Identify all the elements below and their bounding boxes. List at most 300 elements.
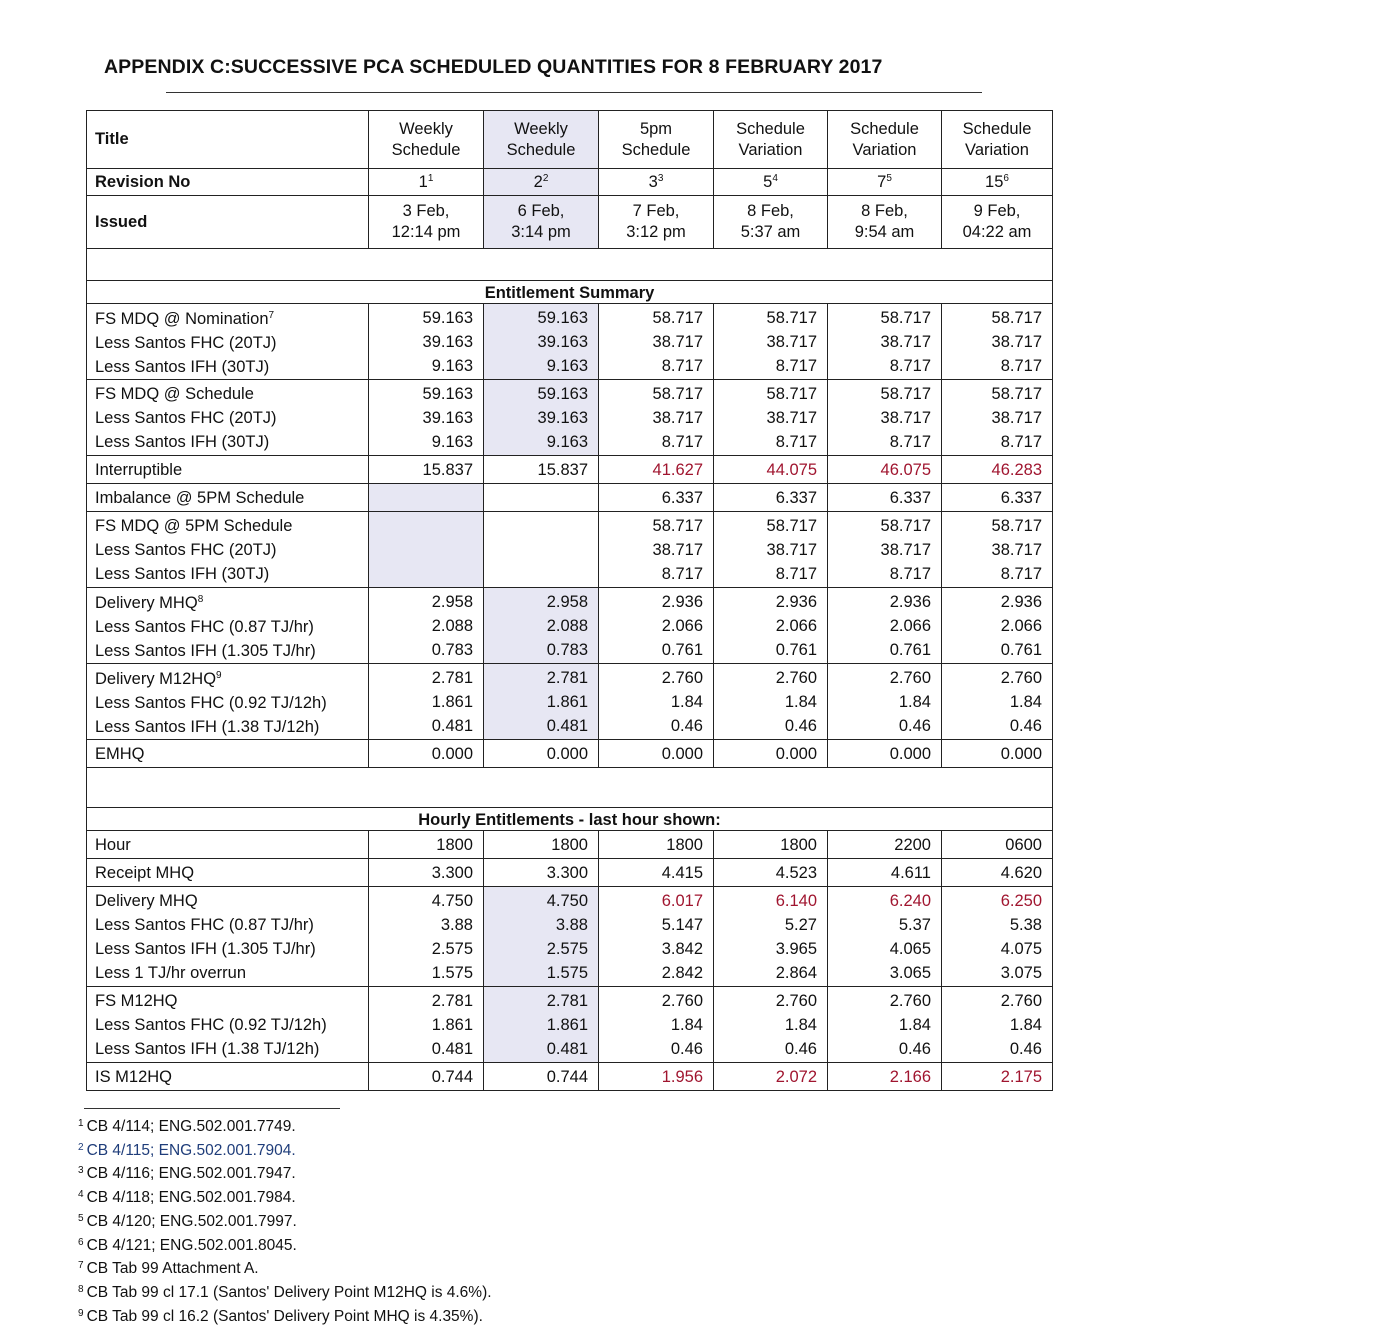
- value-cell: [942, 484, 1053, 512]
- value-cell: [369, 859, 484, 887]
- cell-value: 0.000: [889, 744, 931, 763]
- cell-value: 38.717: [880, 540, 931, 559]
- row-label-text: Less Santos IFH (30TJ): [95, 432, 270, 451]
- column-title-line2: Schedule: [621, 140, 691, 159]
- footnote-text: CB 4/114; ENG.502.001.7749.: [86, 1118, 296, 1135]
- row-label-cell: [87, 588, 369, 664]
- value-cell: [942, 1063, 1053, 1091]
- cell-value: 2.781: [431, 668, 473, 687]
- footnote-text: CB 4/115; ENG.502.001.7904.: [86, 1141, 296, 1159]
- value-cell: [599, 304, 714, 380]
- revision-value: 5: [763, 172, 773, 191]
- value-cell: [942, 380, 1053, 456]
- revision-value: 7: [877, 172, 887, 191]
- table-row: [87, 740, 1053, 768]
- cell-value: 1.84: [898, 1015, 931, 1034]
- header-issued-row: [87, 196, 1053, 249]
- cell-value: [377, 486, 473, 510]
- cell-value: 0.744: [546, 1067, 588, 1086]
- cell-value: 8.717: [1000, 564, 1042, 583]
- cell-value: 2.760: [889, 668, 931, 687]
- cell-value: 2.760: [889, 991, 931, 1010]
- footnote-ref: 7: [268, 310, 275, 321]
- cell-value: 0.46: [784, 1039, 817, 1058]
- cell-value: 59.163: [537, 384, 588, 403]
- value-cell: [714, 1063, 828, 1091]
- row-label: [95, 588, 360, 615]
- cell-value: 8.717: [775, 432, 817, 451]
- footnote-text: CB Tab 99 cl 17.1 (Santos' Delivery Point M12HQ is 4.6%).: [86, 1283, 492, 1301]
- cell-value: 0.46: [670, 1039, 703, 1058]
- cell-value: 2.175: [1000, 1067, 1042, 1086]
- value-cell: [599, 664, 714, 740]
- cell-value: 59.163: [422, 384, 473, 403]
- revision-footnote-ref: 5: [886, 172, 892, 184]
- cell-value: 4.611: [890, 863, 931, 882]
- row-label-text: Less Santos FHC (0.87 TJ/hr): [95, 915, 314, 934]
- footnote-text: CB 4/121; ENG.502.001.8045.: [86, 1236, 297, 1254]
- row-label: [95, 304, 360, 331]
- cell-value: 2.781: [546, 668, 588, 687]
- cell-value: 1.84: [1009, 692, 1042, 711]
- row-label-cell: [87, 740, 369, 768]
- column-title-line1: Schedule: [962, 119, 1032, 138]
- revision-number: [369, 169, 484, 196]
- cell-value: 41.627: [652, 460, 703, 479]
- cell-value: 38.717: [880, 332, 931, 351]
- section-title-row: [87, 281, 1053, 304]
- row-label: [95, 961, 360, 985]
- row-label-cell: [87, 831, 369, 859]
- cell-value: 38.717: [991, 408, 1042, 427]
- cell-value: 2.760: [775, 991, 817, 1010]
- cell-value: 1.84: [898, 692, 931, 711]
- cell-value: 8.717: [661, 432, 703, 451]
- footnote-ref: 8: [197, 594, 204, 605]
- footnote: [78, 1280, 492, 1304]
- cell-value: 0.761: [1000, 640, 1042, 659]
- footnote: [78, 1304, 492, 1327]
- cell-value: 2.760: [775, 668, 817, 687]
- row-label: [95, 382, 360, 406]
- revision-number: [599, 169, 714, 196]
- cell-value: 2.842: [661, 963, 703, 982]
- cell-value: [492, 562, 588, 586]
- footnote-number: 9: [78, 1307, 84, 1319]
- cell-value: 39.163: [422, 408, 473, 427]
- table-row: [87, 831, 1053, 859]
- footnote: [78, 1256, 492, 1280]
- cell-value: 2.760: [661, 991, 703, 1010]
- value-cell: [484, 512, 599, 588]
- issued-date: 3 Feb,: [402, 202, 450, 220]
- row-label: [95, 355, 360, 379]
- cell-value: 0.481: [431, 1039, 473, 1058]
- cell-value: 2.781: [546, 991, 588, 1010]
- cell-value: 58.717: [766, 308, 817, 327]
- value-cell: [828, 831, 942, 859]
- value-cell: [484, 987, 599, 1063]
- value-cell: [828, 887, 942, 987]
- cell-value: 6.337: [1000, 488, 1042, 507]
- cell-value: 0.481: [546, 1039, 588, 1058]
- cell-value: 38.717: [766, 540, 817, 559]
- row-label-cell: [87, 484, 369, 512]
- value-cell: [484, 588, 599, 664]
- row-label-text: Less Santos IFH (30TJ): [95, 564, 270, 583]
- issued-date: 6 Feb,: [517, 202, 565, 220]
- cell-value: 2.936: [1000, 592, 1042, 611]
- cell-value: 2.066: [775, 616, 817, 635]
- row-label-text: EMHQ: [95, 744, 145, 763]
- spacer-row: [87, 768, 1053, 808]
- issued-time: 04:22 am: [962, 223, 1032, 241]
- cell-value: 3.075: [1000, 963, 1042, 982]
- cell-value: 1.84: [784, 1015, 817, 1034]
- column-title-line1: Schedule: [736, 119, 805, 138]
- column-title: [599, 111, 714, 169]
- cell-value: 38.717: [652, 408, 703, 427]
- value-cell: [714, 380, 828, 456]
- cell-value: 58.717: [652, 516, 703, 535]
- cell-value: 58.717: [766, 384, 817, 403]
- column-title-line2: Variation: [965, 140, 1029, 159]
- column-title: [484, 111, 599, 169]
- revision-value: 15: [985, 172, 1004, 191]
- footnote: [78, 1185, 492, 1209]
- cell-value: 8.717: [889, 356, 931, 375]
- footnote: [78, 1233, 492, 1257]
- value-cell: [599, 456, 714, 484]
- cell-value: 1800: [666, 835, 703, 854]
- value-cell: [828, 588, 942, 664]
- value-cell: [714, 887, 828, 987]
- column-title: [714, 111, 828, 169]
- row-label: [95, 1065, 360, 1089]
- row-label: [95, 615, 360, 639]
- cell-value: [377, 514, 473, 538]
- cell-value: 2.066: [661, 616, 703, 635]
- cell-value: 38.717: [991, 332, 1042, 351]
- row-label: [95, 1013, 360, 1037]
- row-label: [95, 664, 360, 691]
- row-label: [95, 989, 360, 1013]
- cell-value: 1.84: [670, 692, 703, 711]
- value-cell: [484, 380, 599, 456]
- cell-value: 58.717: [880, 308, 931, 327]
- value-cell: [599, 512, 714, 588]
- value-cell: [484, 1063, 599, 1091]
- cell-value: 2.936: [775, 592, 817, 611]
- value-cell: [599, 588, 714, 664]
- footnote: [78, 1209, 492, 1233]
- column-title-line2: Schedule: [391, 140, 461, 159]
- cell-value: 0.46: [784, 716, 817, 735]
- row-label: [95, 514, 360, 538]
- spacer-cell: [87, 249, 1053, 281]
- value-cell: [828, 512, 942, 588]
- row-label-text: Delivery MHQ: [95, 891, 198, 910]
- revision-footnote-ref: 4: [772, 172, 778, 184]
- value-cell: [942, 740, 1053, 768]
- cell-value: 38.717: [652, 540, 703, 559]
- issued-time: 12:14 pm: [391, 223, 461, 241]
- revision-value: 1: [418, 172, 428, 191]
- cell-value: 0.46: [898, 1039, 931, 1058]
- row-label-text: Less Santos IFH (1.38 TJ/12h): [95, 1039, 320, 1058]
- cell-value: [492, 514, 588, 538]
- cell-value: 4.750: [546, 891, 588, 910]
- cell-value: 2.166: [889, 1067, 931, 1086]
- cell-value: 1.575: [431, 963, 473, 982]
- row-label: [95, 538, 360, 562]
- value-cell: [599, 987, 714, 1063]
- cell-value: 4.523: [775, 863, 817, 882]
- value-cell: [828, 859, 942, 887]
- cell-value: 8.717: [889, 432, 931, 451]
- value-cell: [828, 380, 942, 456]
- cell-value: 2.072: [775, 1067, 817, 1086]
- cell-value: 4.065: [889, 939, 931, 958]
- cell-value: 39.163: [422, 332, 473, 351]
- cell-value: 0.761: [661, 640, 703, 659]
- cell-value: 2.958: [431, 592, 473, 611]
- issued-date: 8 Feb,: [747, 202, 794, 220]
- footnote-number: 2: [78, 1141, 84, 1153]
- value-cell: [484, 831, 599, 859]
- revision-number: [828, 169, 942, 196]
- value-cell: [484, 456, 599, 484]
- cell-value: 1.84: [670, 1015, 703, 1034]
- table-row: [87, 987, 1053, 1063]
- table-row: [87, 512, 1053, 588]
- cell-value: 6.337: [889, 488, 931, 507]
- value-cell: [714, 304, 828, 380]
- value-cell: [942, 588, 1053, 664]
- cell-value: 1.861: [546, 692, 588, 711]
- footnote-number: 3: [78, 1165, 84, 1177]
- footnote-number: 4: [78, 1189, 84, 1201]
- cell-value: 1.956: [661, 1067, 703, 1086]
- issued-time: 9:54 am: [854, 223, 915, 241]
- cell-value: 1.861: [431, 1015, 473, 1034]
- table-row: [87, 484, 1053, 512]
- row-label: [95, 833, 360, 857]
- row-label-text: Less Santos FHC (20TJ): [95, 408, 277, 427]
- issued-datetime: [714, 196, 828, 249]
- table-row: [87, 588, 1053, 664]
- table-row: [87, 887, 1053, 987]
- cell-value: 0.000: [1000, 744, 1042, 763]
- footnote-text: CB Tab 99 Attachment A.: [86, 1260, 259, 1278]
- row-label-text: Less Santos IFH (1.305 TJ/hr): [95, 939, 316, 958]
- revision-footnote-ref: 3: [657, 172, 664, 184]
- row-label-text: Imbalance @ 5PM Schedule: [95, 488, 305, 507]
- column-title-line1: Weekly: [514, 119, 568, 138]
- value-cell: [714, 859, 828, 887]
- row-label-cell: [87, 859, 369, 887]
- revision-value: 3: [648, 172, 658, 191]
- table-row: [87, 304, 1053, 380]
- row-label: [95, 715, 360, 739]
- value-cell: [942, 887, 1053, 987]
- cell-value: 2.864: [775, 963, 817, 982]
- row-label-text: Less Santos FHC (0.92 TJ/12h): [95, 1015, 327, 1034]
- revision-number: [484, 169, 599, 196]
- cell-value: 5.27: [784, 915, 817, 934]
- row-label-text: Interruptible: [95, 460, 183, 479]
- cell-value: 8.717: [775, 356, 817, 375]
- table-row: [87, 380, 1053, 456]
- value-cell: [369, 456, 484, 484]
- row-label-text: Receipt MHQ: [95, 863, 195, 882]
- value-cell: [599, 380, 714, 456]
- row-label-cell: [87, 1063, 369, 1091]
- row-label: [95, 331, 360, 355]
- value-cell: [599, 831, 714, 859]
- cell-value: 2.760: [1000, 991, 1042, 1010]
- cell-value: 2.066: [889, 616, 931, 635]
- footnote-ref: 9: [216, 670, 222, 681]
- cell-value: 9.163: [431, 432, 473, 451]
- value-cell: [599, 1063, 714, 1091]
- value-cell: [714, 831, 828, 859]
- cell-value: 8.717: [775, 564, 817, 583]
- cell-value: 9.163: [546, 432, 588, 451]
- issued-time: 3:12 pm: [626, 223, 686, 241]
- value-cell: [484, 887, 599, 987]
- column-title: [828, 111, 942, 169]
- footnote-number: 8: [78, 1283, 84, 1295]
- row-label: [95, 406, 360, 430]
- value-cell: [828, 304, 942, 380]
- cell-value: 39.163: [537, 408, 588, 427]
- revision-value: 2: [533, 172, 543, 191]
- row-label-text: Less Santos IFH (1.38 TJ/12h): [95, 718, 320, 736]
- value-cell: [828, 456, 942, 484]
- table-row: [87, 1063, 1053, 1091]
- cell-value: 3.965: [775, 939, 817, 958]
- row-label: [95, 691, 360, 715]
- column-title-line1: 5pm: [639, 119, 673, 138]
- footnote-number: 6: [78, 1236, 84, 1248]
- cell-value: 8.717: [1000, 356, 1042, 375]
- value-cell: [369, 1063, 484, 1091]
- cell-value: 3.300: [546, 863, 588, 882]
- footnote-text: CB Tab 99 cl 16.2 (Santos' Delivery Point MHQ is 4.35%).: [86, 1307, 483, 1325]
- row-label-cell: [87, 304, 369, 380]
- column-title: [942, 111, 1053, 169]
- value-cell: [942, 304, 1053, 380]
- cell-value: 0.744: [431, 1067, 473, 1086]
- row-label: [95, 861, 360, 885]
- cell-value: 0.000: [546, 744, 588, 763]
- cell-value: 0.000: [431, 744, 473, 763]
- cell-value: 4.415: [661, 863, 703, 882]
- cell-value: 0.761: [775, 640, 817, 659]
- footnote-text: CB 4/120; ENG.502.001.7997.: [86, 1212, 297, 1230]
- issued-date: 7 Feb,: [632, 202, 680, 220]
- cell-value: 1.575: [546, 963, 588, 982]
- value-cell: [369, 664, 484, 740]
- cell-value: 2.575: [546, 939, 588, 958]
- revision-label: Revision No: [87, 169, 369, 196]
- value-cell: [942, 512, 1053, 588]
- revision-number: [714, 169, 828, 196]
- column-title-line1: Schedule: [850, 119, 919, 138]
- cell-value: 9.163: [431, 356, 473, 375]
- cell-value: 38.717: [991, 540, 1042, 559]
- row-label: [95, 889, 360, 913]
- value-cell: [369, 304, 484, 380]
- row-label-text: Less Santos IFH (1.305 TJ/hr): [95, 642, 316, 660]
- issued-date: 9 Feb,: [973, 202, 1021, 220]
- value-cell: [828, 664, 942, 740]
- value-cell: [484, 304, 599, 380]
- cell-value: 0.783: [546, 640, 588, 659]
- cell-value: 6.337: [775, 488, 817, 507]
- cell-value: 0.761: [889, 640, 931, 659]
- column-title-line2: Variation: [852, 140, 917, 159]
- issued-date: 8 Feb,: [861, 202, 908, 220]
- cell-value: 1800: [780, 835, 817, 854]
- revision-footnote-ref: 1: [427, 172, 434, 184]
- cell-value: 2.066: [1000, 616, 1042, 635]
- row-label-cell: [87, 987, 369, 1063]
- cell-value: [377, 538, 473, 562]
- cell-value: 38.717: [766, 332, 817, 351]
- row-label-text: Delivery MHQ: [95, 594, 198, 612]
- cell-value: 1800: [551, 835, 588, 854]
- cell-value: 2.760: [1000, 668, 1042, 687]
- row-label: [95, 913, 360, 937]
- cell-value: 58.717: [991, 308, 1042, 327]
- row-label-text: FS MDQ @ 5PM Schedule: [95, 516, 293, 535]
- column-title-line1: Weekly: [399, 119, 453, 138]
- cell-value: 15.837: [537, 460, 588, 479]
- row-label-text: Less 1 TJ/hr overrun: [95, 963, 247, 982]
- cell-value: 8.717: [661, 564, 703, 583]
- footnote-number: 1: [78, 1118, 84, 1129]
- section-title: Entitlement Summary: [87, 281, 1053, 304]
- row-label: [95, 639, 360, 663]
- value-cell: [828, 1063, 942, 1091]
- header-revision-row: [87, 169, 1053, 196]
- cell-value: 0.46: [1009, 1039, 1042, 1058]
- cell-value: 6.337: [661, 488, 703, 507]
- row-label-text: Delivery M12HQ: [95, 670, 217, 688]
- cell-value: 58.717: [991, 516, 1042, 535]
- cell-value: 0600: [1005, 835, 1042, 854]
- cell-value: 46.283: [991, 460, 1042, 479]
- row-label: [95, 430, 360, 454]
- issued-datetime: [599, 196, 714, 249]
- value-cell: [714, 664, 828, 740]
- row-label-text: Less Santos FHC (0.87 TJ/hr): [95, 618, 314, 636]
- cell-value: 39.163: [537, 332, 588, 351]
- value-cell: [942, 456, 1053, 484]
- page-title: APPENDIX C:SUCCESSIVE PCA SCHEDULED QUANTITIES FOR 8 FEBRUARY 2017: [104, 56, 883, 78]
- cell-value: 6.240: [889, 891, 931, 910]
- cell-value: 2.936: [661, 592, 703, 611]
- cell-value: 0.481: [431, 716, 473, 735]
- cell-value: [492, 486, 588, 510]
- cell-value: 46.075: [880, 460, 931, 479]
- value-cell: [599, 484, 714, 512]
- cell-value: 0.46: [1009, 716, 1042, 735]
- issued-time: 5:37 am: [740, 223, 801, 241]
- row-label-cell: [87, 512, 369, 588]
